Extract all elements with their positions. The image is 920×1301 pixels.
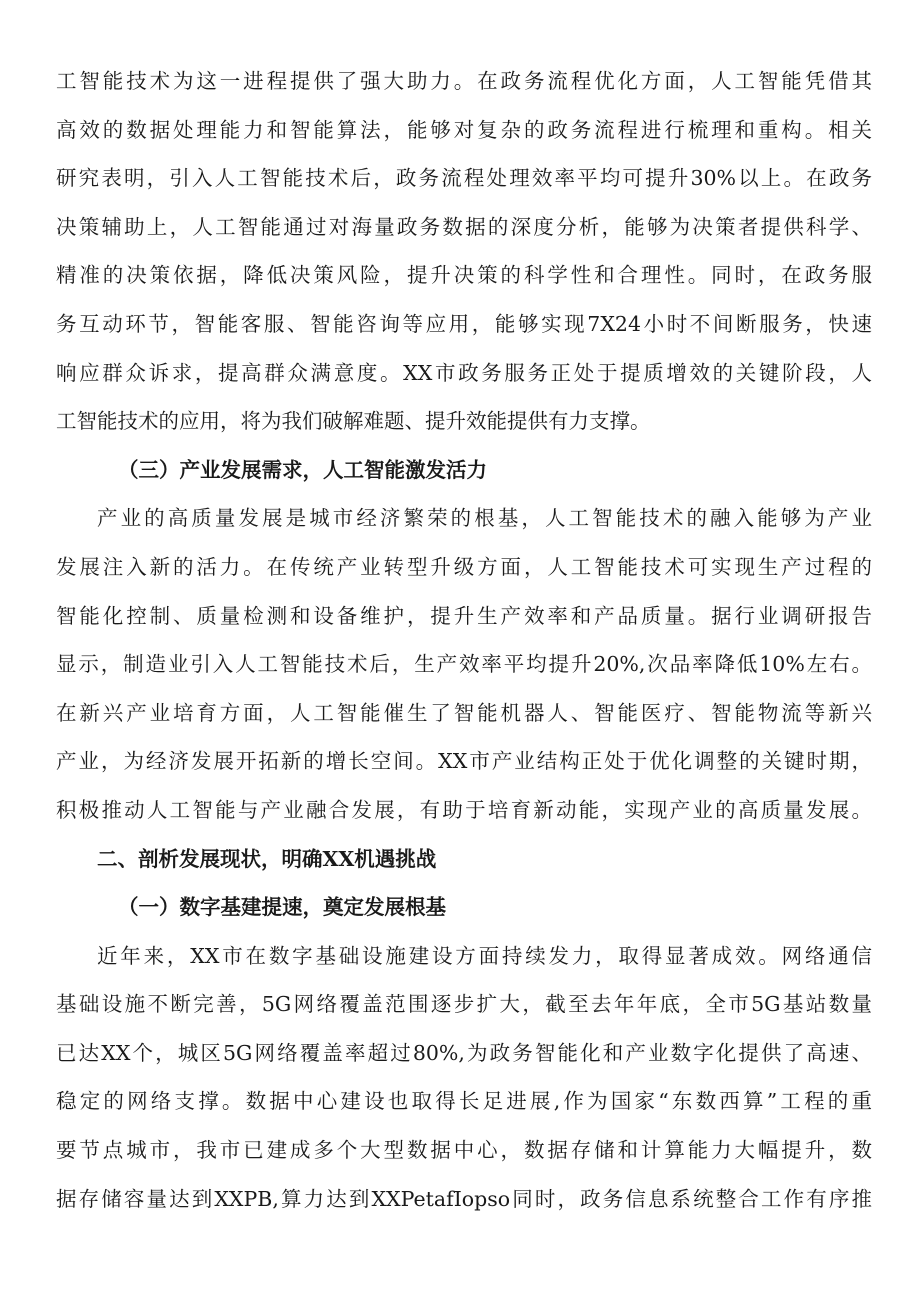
body-line: 要节点城市，我市已建成多个大型数据中心，数据存储和计算能力大幅提升，数 xyxy=(56,1138,872,1163)
body-line: 智能化控制、质量检测和设备维护，提升生产效率和产品质量。据行业调研报告 xyxy=(56,603,872,628)
body-line: 发展注入新的活力。在传统产业转型升级方面，人工智能技术可实现生产过程的 xyxy=(56,554,872,579)
body-line: 据存储容量达到XXPB,算力达到XXPetafIopso同时，政务信息系统整合工作有序推 xyxy=(56,1186,872,1211)
body-line: 精准的决策依据，降低决策风险，提升决策的科学性和合理性。同时，在政务服 xyxy=(56,263,872,288)
body-line: 积极推动人工智能与产业融合发展，有助于培育新动能，实现产业的高质量发展。 xyxy=(56,797,872,822)
body-line: 研究表明，引入人工智能技术后，政务流程处理效率平均可提升30%以上。在政务 xyxy=(56,166,872,191)
body-line: 产业，为经济发展开拓新的增长空间。XX市产业结构正处于优化调整的关键时期， xyxy=(56,749,872,774)
body-line: 高效的数据处理能力和智能算法，能够对复杂的政务流程进行梳理和重构。相关 xyxy=(56,117,872,142)
document-page xyxy=(56,57,872,1223)
body-line: 在新兴产业培育方面，人工智能催生了智能机器人、智能医疗、智能物流等新兴 xyxy=(56,700,872,725)
section-heading: （三）产业发展需求，人工智能激发活力 xyxy=(118,457,487,482)
body-line: 响应群众诉求，提高群众满意度。XX市政务服务正处于提质增效的关键阶段，人 xyxy=(56,360,872,385)
section-heading: （一）数字基建提速，奠定发展根基 xyxy=(118,895,446,920)
body-line: 工智能技术的应用，将为我们破解难题、提升效能提供有力支撑。 xyxy=(56,409,651,434)
body-line: 决策辅助上，人工智能通过对海量政务数据的深度分析，能够为决策者提供科学、 xyxy=(56,214,872,239)
body-line: 稳定的网络支撑。数据中心建设也取得长足进展,作为国家“东数西算”工程的重 xyxy=(56,1089,872,1114)
body-line: 近年来，XX市在数字基础设施建设方面持续发力，取得显著成效。网络通信 xyxy=(97,943,872,968)
body-line: 显示，制造业引入人工智能技术后，生产效率平均提升20%,次品率降低10%左右。 xyxy=(56,652,872,677)
body-line: 基础设施不断完善，5G网络覆盖范围逐步扩大，截至去年年底，全市5G基站数量 xyxy=(56,992,872,1017)
body-line: 工智能技术为这一进程提供了强大助力。在政务流程优化方面，人工智能凭借其 xyxy=(56,69,872,93)
chapter-heading: 二、剖析发展现状，明确XX机遇挑战 xyxy=(97,846,437,871)
body-line: 已达XX个，城区5G网络覆盖率超过80%,为政务智能化和产业数字化提供了高速、 xyxy=(56,1040,872,1065)
body-line: 产业的高质量发展是城市经济繁荣的根基，人工智能技术的融入能够为产业 xyxy=(97,506,872,531)
body-line: 务互动环节，智能客服、智能咨询等应用，能够实现7X24小时不间断服务，快速 xyxy=(56,311,872,336)
